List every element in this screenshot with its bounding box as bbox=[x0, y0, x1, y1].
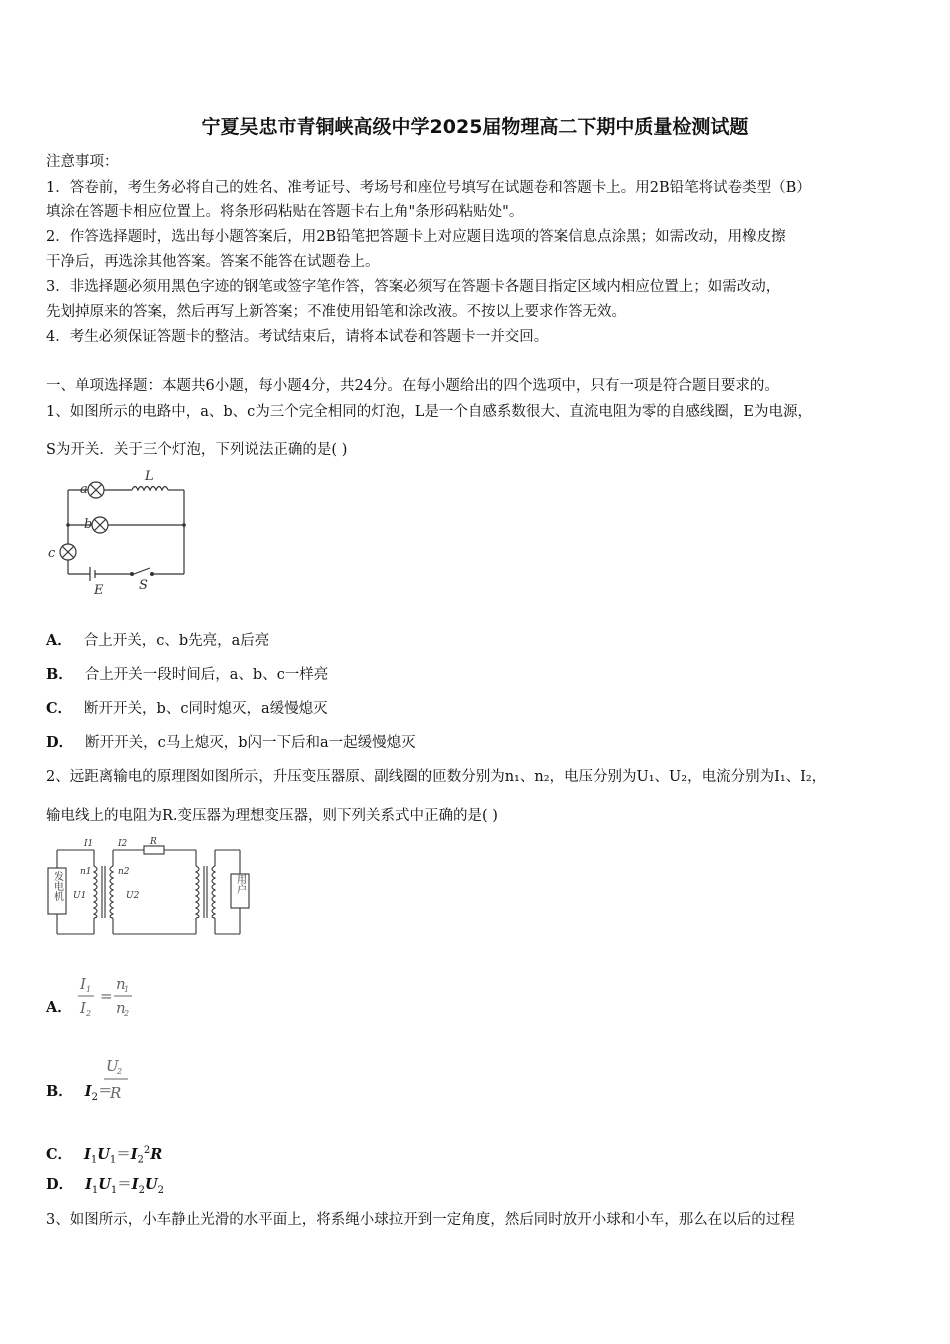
notice-line: 3．非选择题必须用黑色字迹的钢笔或签字笔作答，答案必须写在答题卡各题目指定区域内相应位置上；如需改动， bbox=[46, 279, 781, 295]
fig-label-user: 用户 bbox=[234, 874, 246, 894]
fig-label-n1: n1 bbox=[80, 867, 92, 877]
section-heading: 一、单项选择题：本题共6小题，每小题4分，共24分。在每小题给出的四个选项中，只有一项是符合题目要求的。 bbox=[46, 378, 779, 394]
q1-stem-line2: S为开关．关于三个灯泡，下列说法正确的是( ) bbox=[46, 442, 348, 458]
q2-option-a-formula bbox=[74, 970, 144, 1028]
notice-line: 2．作答选择题时，选出每小题答案后，用2B铅笔把答题卡上对应题目选项的答案信息点涂黑；如需改动，用橡皮擦 bbox=[46, 229, 786, 245]
fig-label-i2: I2 bbox=[118, 839, 128, 849]
q1-option-d[interactable]: D． 断开开关，c马上熄灭，b闪一下后和a一起缓慢熄灭 bbox=[46, 734, 416, 751]
svg-text:1: 1 bbox=[86, 985, 92, 994]
q1-option-c[interactable]: C． 断开开关，b、c同时熄灭，a缓慢熄灭 bbox=[46, 700, 328, 717]
svg-text:2: 2 bbox=[117, 1067, 123, 1076]
svg-text:I: I bbox=[80, 975, 86, 993]
q1-stem-line1: 1、如图所示的电路中，a、b、c为三个完全相同的灯泡，L是一个自感系数很大、直流电阻为零的自感线圈，E为电源， bbox=[46, 404, 812, 420]
fig-label-c: c bbox=[48, 546, 56, 561]
notice-line: 先划掉原来的答案，然后再写上新答案；不准使用铅笔和涂改液。不按以上要求作答无效。 bbox=[46, 304, 626, 320]
q2-option-d[interactable]: D． $I_1U_1=I_2U_2$ bbox=[46, 1176, 164, 1196]
notice-line: 干净后，再选涂其他答案。答案不能答在试题卷上。 bbox=[46, 254, 380, 270]
q2-stem-line2: 输电线上的电阻为R.变压器为理想变压器，则下列关系式中正确的是( ) bbox=[46, 808, 498, 824]
svg-text:=: = bbox=[100, 987, 113, 1005]
svg-text:n: n bbox=[116, 975, 126, 993]
q2-transmission-figure bbox=[44, 836, 254, 940]
fig-label-a: a bbox=[80, 482, 88, 497]
fig-label-r: R bbox=[150, 837, 157, 847]
notice-line: 4．考生必须保证答题卡的整洁。考试结束后，请将本试卷和答题卡一并交回。 bbox=[46, 329, 549, 345]
svg-text:2: 2 bbox=[124, 1009, 130, 1018]
page-title: 宁夏吴忠市青铜峡高级中学2025届物理高二下期中质量检测试题 bbox=[201, 116, 749, 138]
notice-line: 填涂在答题卡相应位置上。将条形码粘贴在答题卡右上角"条形码粘贴处"。 bbox=[46, 204, 524, 220]
fig-label-u1: U1 bbox=[73, 891, 87, 901]
fig-label-E: E bbox=[94, 583, 104, 598]
fig-label-n2: n2 bbox=[118, 867, 130, 877]
fig-label-u2: U2 bbox=[126, 891, 140, 901]
fig-label-S: S bbox=[139, 578, 148, 593]
svg-text:R: R bbox=[110, 1084, 122, 1102]
q1-option-a[interactable]: A． 合上开关，c、b先亮，a后亮 bbox=[46, 632, 270, 649]
svg-text:U: U bbox=[106, 1057, 119, 1075]
notice-line: 1．答卷前，考生务必将自己的姓名、准考证号、考场号和座位号填写在试题卷和答题卡上。用2B铅笔将试卷类型（B） bbox=[46, 180, 811, 196]
q3-stem-line1: 3、如图所示，小车静止光滑的水平面上，将系绳小球拉开到一定角度，然后同时放开小球和小车，那么在以后的过程 bbox=[46, 1212, 795, 1228]
q1-circuit-figure bbox=[44, 468, 194, 600]
svg-text:I: I bbox=[80, 999, 86, 1017]
svg-text:1: 1 bbox=[124, 985, 130, 994]
q2-stem-line1: 2、远距离输电的原理图如图所示，升压变压器原、副线圈的匝数分别为n₁、n₂，电压分别为U₁、U₂，电流分别为I₁、I₂， bbox=[46, 769, 827, 785]
fig-label-b: b bbox=[84, 517, 93, 532]
q1-option-b[interactable]: B． 合上开关一段时间后，a、b、c一样亮 bbox=[46, 666, 329, 683]
fig-label-L: L bbox=[145, 469, 154, 484]
svg-text:n: n bbox=[116, 999, 126, 1017]
svg-text:2: 2 bbox=[86, 1009, 92, 1018]
q2-option-b-formula bbox=[100, 1052, 140, 1104]
q2-option-a[interactable]: A． bbox=[46, 999, 72, 1016]
q2-option-b[interactable]: B． $I_2=$ bbox=[46, 1083, 113, 1103]
notice-heading: 注意事项： bbox=[46, 154, 119, 170]
fig-label-generator: 发电机 bbox=[51, 871, 63, 901]
q2-option-c[interactable]: C． $I_1U_1=I_2^2R$ bbox=[46, 1145, 163, 1166]
fig-label-i1: I1 bbox=[84, 839, 94, 849]
